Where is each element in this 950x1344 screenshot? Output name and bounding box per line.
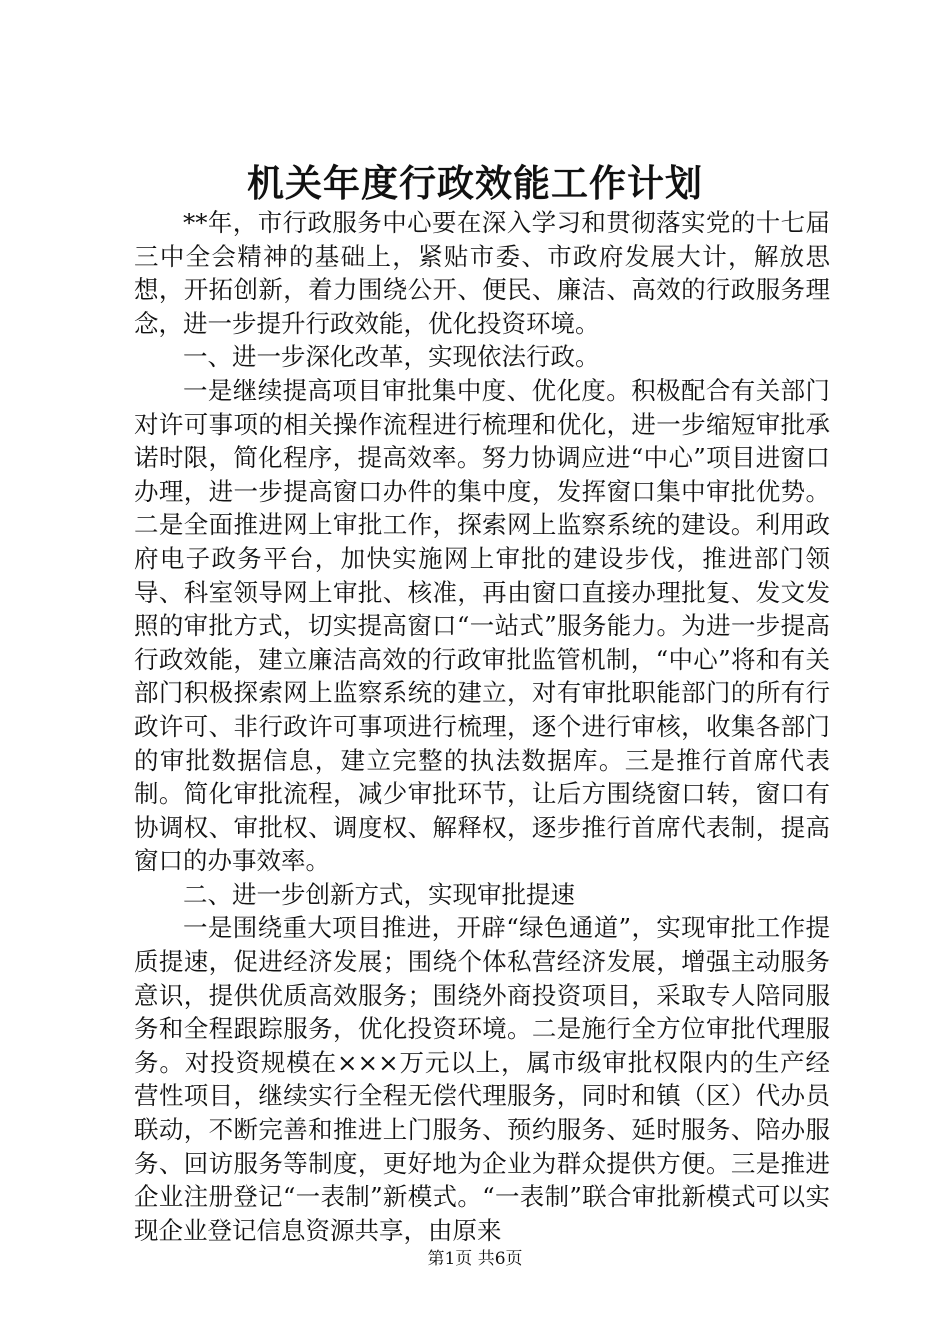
paragraph-section-1: 一是继续提高项目审批集中度、优化度。积极配合有关部门对许可事项的相关操作流程进行梳理和优化，进一步缩短审批承诺时限，简化程序，提高效率。努力协调应进“中心”项目进窗口办理，进一步提高窗口办件的集中度，发挥窗口集中审批优势。二是全面推进网上审批工作，探索网上监察系统的建设。利用政府电子政务平台，加快实施网上审批的建设步伐，推进部门领导、科室领导网上审批、核准，再由窗口直接办理批复、发文发照的审批方式，切实提高窗口“一站式”服务能力。为进一步提高行政效能，建立廉洁高效的行政审批监管机制，“中心”将和有关部门积极探索网上监察系统的建立，对有审批职能部门的所有行政许可、非行政许可事项进行梳理，逐个进行审核，收集各部门的审批数据信息，建立完整的执法数据库。三是推行首席代表制。简化审批流程，减少审批环节，让后方围绕窗口转，窗口有协调权、审批权、调度权、解释权，逐步推行首席代表制，提高窗口的办事效率。	[134, 375, 830, 876]
page-footer	[0, 1247, 950, 1271]
page-total: 共6页	[477, 1249, 523, 1269]
section-heading-1: 一、进一步深化改革，实现依法行政。	[183, 342, 600, 372]
page-number: 第1页	[427, 1249, 473, 1269]
paragraph-intro: **年，市行政服务中心要在深入学习和贯彻落实党的十七届三中全会精神的基础上，紧贴市委、市政府发展大计，解放思想，开拓创新，着力围绕公开、便民、廉洁、高效的行政服务理念，进一步提升行政效能，优化投资环境。	[134, 208, 830, 338]
document-body	[134, 206, 830, 1247]
section-heading-2: 二、进一步创新方式，实现审批提速	[183, 879, 575, 909]
paragraph-section-2: 一是围绕重大项目推进，开辟“绿色通道”，实现审批工作提质提速，促进经济发展；围绕个体私营经济发展，增强主动服务意识，提供优质高效服务；围绕外商投资项目，采取专人陪同服务和全程跟踪服务，优化投资环境。二是施行全方位审批代理服务。对投资规模在×××万元以上，属市级审批权限内的生产经营性项目，继续实行全程无偿代理服务，同时和镇（区）代办员联动，不断完善和推进上门服务、预约服务、延时服务、陪办服务、回访服务等制度，更好地为企业为群众提供方便。三是推进企业注册登记“一表制”新模式。“一表制”联合审批新模式可以实现企业登记信息资源共享，由原来	[134, 913, 830, 1245]
document-title: 机关年度行政效能工作计划	[247, 161, 703, 205]
